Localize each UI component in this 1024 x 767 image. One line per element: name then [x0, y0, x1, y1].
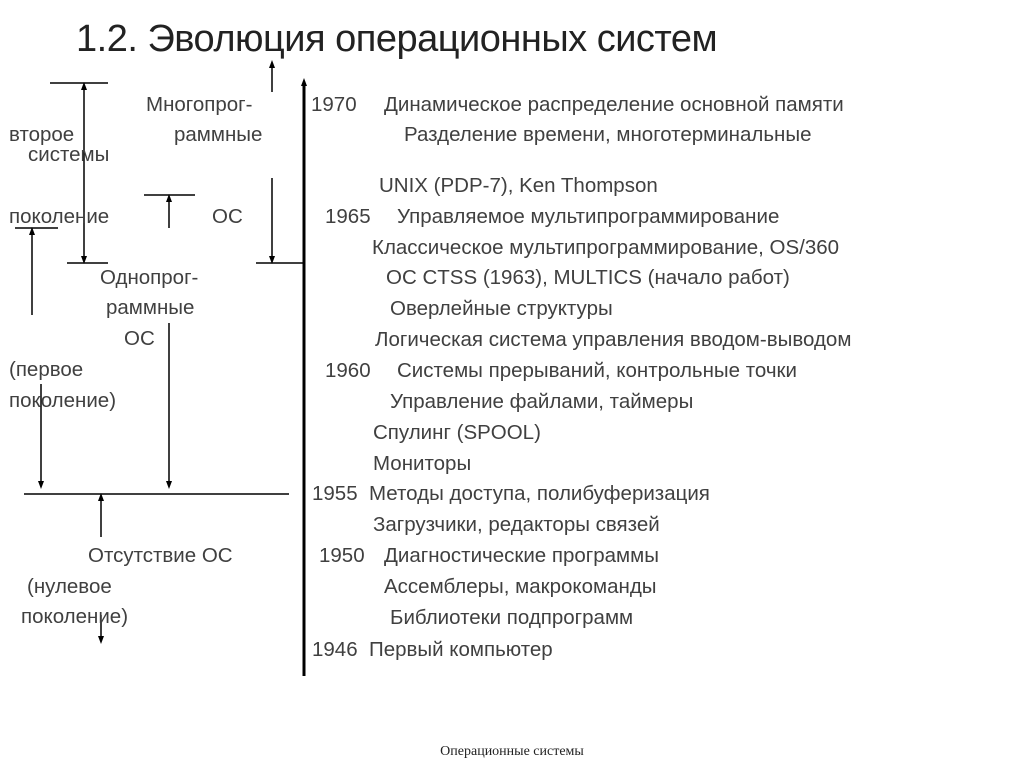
single-os-label-line4: (первое [9, 358, 84, 381]
timeline-entry: Спулинг (SPOOL) [373, 421, 541, 444]
timeline-entry: Оверлейные структуры [390, 297, 613, 320]
slide-footer: Операционные системы [440, 744, 584, 759]
timeline-entry: Методы доступа, полибуферизация [369, 482, 710, 505]
timeline-year-1970: 1970 [311, 93, 357, 116]
single-os-label-line2: раммные [106, 296, 195, 319]
timeline-entry: Мониторы [373, 452, 472, 475]
no-os-label-line3: поколение) [21, 605, 129, 628]
timeline-year-1946: 1946 [312, 638, 358, 661]
timeline-entry: Ассемблеры, макрокоманды [384, 575, 657, 598]
timeline-entry: Разделение времени, многотерминальные [404, 123, 812, 146]
no-os-label-line2: (нулевое [27, 575, 112, 598]
timeline-entry: Классическое мультипрограммирование, OS/360 [372, 236, 840, 259]
timeline-year-1960: 1960 [325, 359, 371, 382]
timeline-year-1950: 1950 [319, 544, 365, 567]
single-os-label-line1: Однопрог- [100, 266, 199, 289]
timeline-entry: Загрузчики, редакторы связей [373, 513, 660, 536]
timeline-entry: ОС CTSS (1963), MULTICS (начало работ) [386, 266, 790, 289]
single-os-label-line3: ОС [124, 327, 155, 350]
second-gen-label-line1: второе [9, 123, 75, 146]
timeline-entry: Первый компьютер [369, 638, 553, 661]
timeline-entry: Управляемое мультипрограммирование [397, 205, 780, 228]
multi-os-label-line2: раммные [174, 123, 263, 146]
multi-os-label-line3: ОС [212, 205, 243, 228]
single-os-label-line5: поколение) [9, 389, 117, 412]
timeline-entry: Библиотеки подпрограмм [390, 606, 634, 629]
second-gen-label-line3: системы [28, 143, 110, 166]
timeline-entry: Диагностические программы [384, 544, 659, 567]
timeline-entry: UNIX (PDP-7), Ken Thompson [379, 174, 658, 197]
timeline-entry: Логическая система управления вводом-выводом [375, 328, 852, 351]
timeline-year-1965: 1965 [325, 205, 371, 228]
timeline-entry: Управление файлами, таймеры [390, 390, 694, 413]
timeline-entry: Системы прерываний, контрольные точки [397, 359, 797, 382]
second-gen-label-line2: поколение [9, 205, 110, 228]
multi-os-label-line1: Многопрог- [146, 93, 253, 116]
timeline-year-1955: 1955 [312, 482, 358, 505]
timeline-entry: Динамическое распределение основной памяти [384, 93, 844, 116]
slide-title: 1.2. Эволюция операционных систем [76, 18, 718, 60]
no-os-label-line1: Отсутствие ОС [88, 544, 233, 567]
